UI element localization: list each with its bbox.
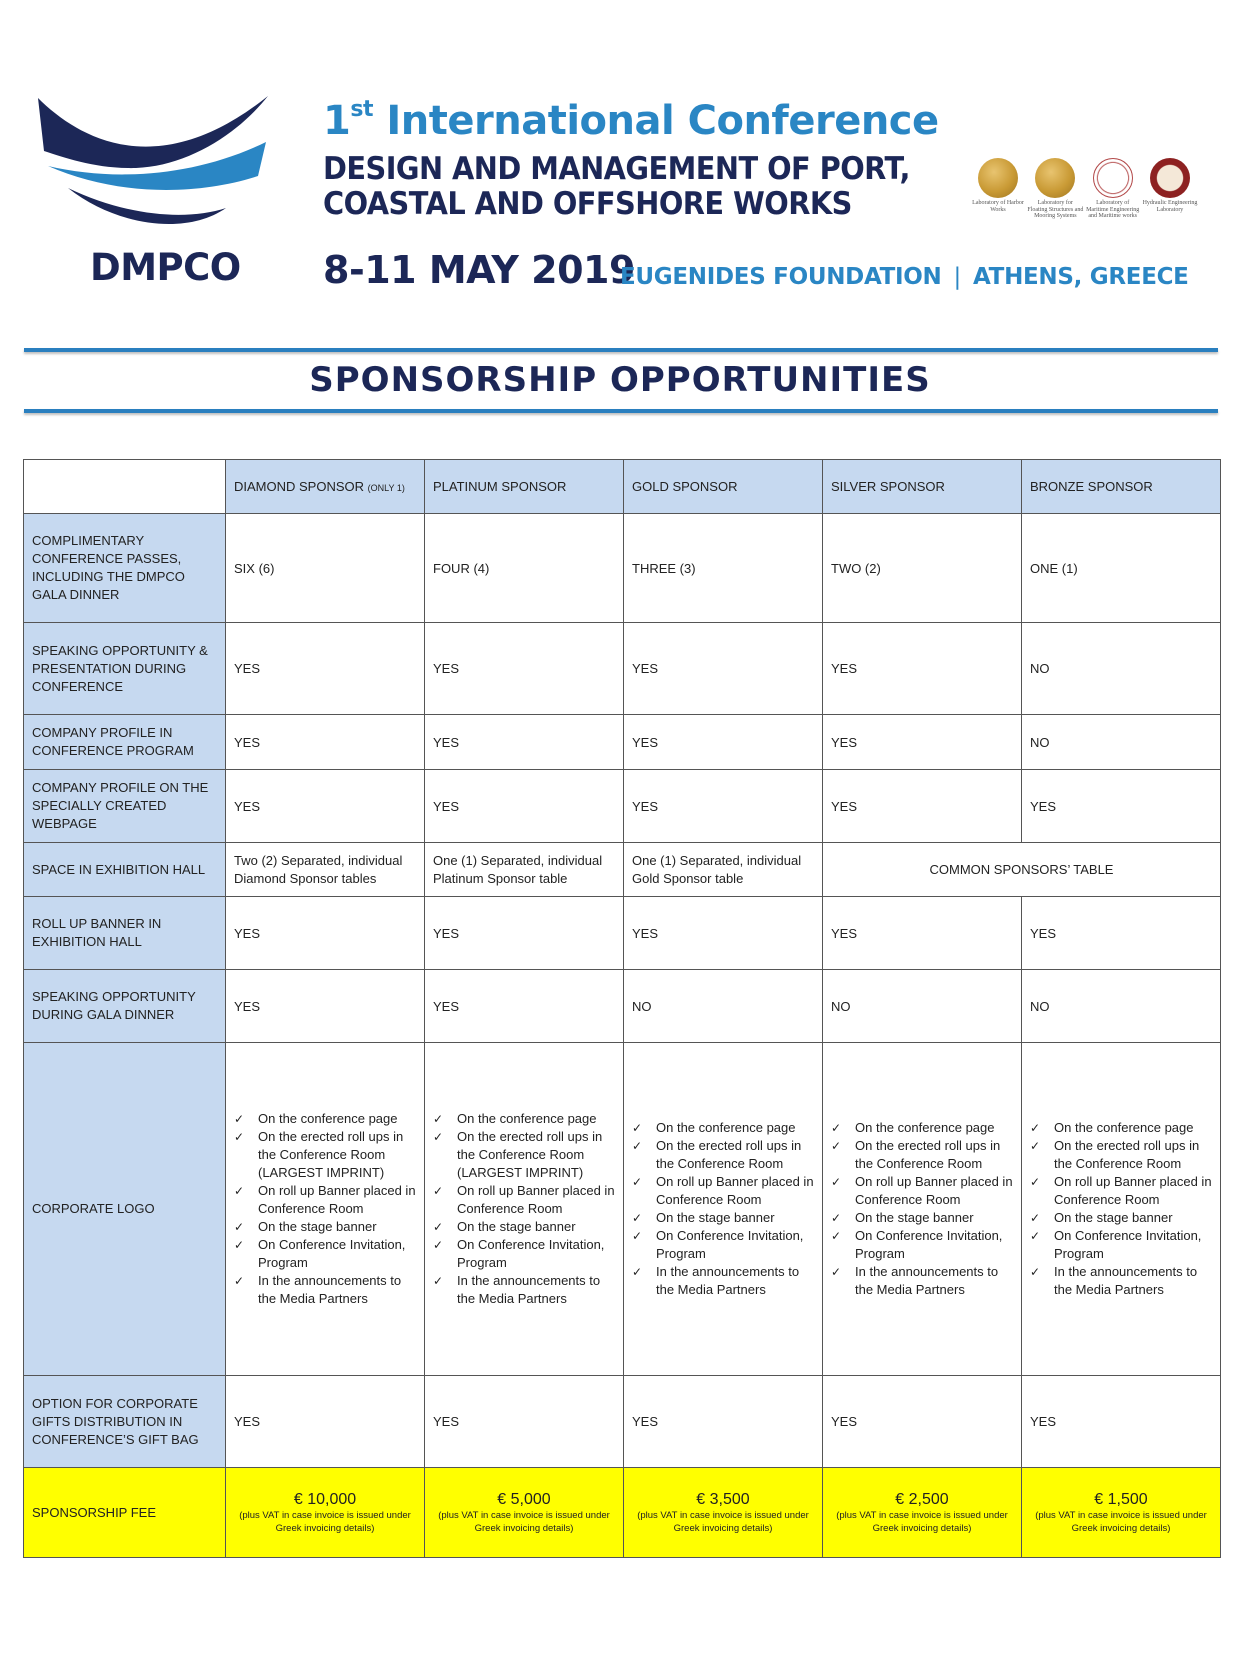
- check-list-text: On roll up Banner placed in Conference Room: [656, 1174, 814, 1207]
- check-list-item: [632, 1263, 814, 1299]
- check-list-text: On the conference page: [855, 1120, 995, 1135]
- subtitle-line-1: DESIGN AND MANAGEMENT OF PORT,: [323, 151, 910, 187]
- venue-city: ATHENS, GREECE: [972, 264, 1189, 290]
- corner-cell: [24, 460, 226, 514]
- check-list-item: [831, 1209, 1013, 1227]
- column-header-silver: SILVER SPONSOR: [823, 460, 1022, 514]
- table-row: [24, 623, 1221, 715]
- table-row: [24, 514, 1221, 623]
- row-label: COMPLIMENTARY CONFERENCE PASSES, INCLUDING THE DMPCO GALA DINNER: [24, 514, 226, 623]
- row-label: OPTION FOR CORPORATE GIFTS DISTRIBUTION IN CONFERENCE’S GIFT BAG: [24, 1376, 226, 1468]
- check-list-text: In the announcements to the Media Partners: [855, 1264, 999, 1297]
- checkmark-icon: ✓: [831, 1139, 842, 1153]
- table-cell-list: [1022, 1043, 1221, 1376]
- fee-note: (plus VAT in case invoice is issued under Greek invoicing details): [1035, 1509, 1207, 1534]
- check-list-item: [1030, 1119, 1212, 1137]
- table-cell: YES: [823, 623, 1022, 715]
- checkmark-icon: ✓: [433, 1238, 444, 1252]
- checkmark-icon: ✓: [632, 1121, 643, 1135]
- checkmark-icon: ✓: [1030, 1175, 1041, 1189]
- checkmark-icon: ✓: [234, 1184, 245, 1198]
- check-list-item: [1030, 1209, 1212, 1227]
- check-list-text: On the stage banner: [855, 1210, 974, 1225]
- table-cell: SIX (6): [226, 514, 425, 623]
- table-cell: YES: [226, 1376, 425, 1468]
- check-list-item: [433, 1236, 615, 1272]
- checkmark-icon: ✓: [632, 1211, 643, 1225]
- table-cell: NO: [624, 970, 823, 1043]
- fee-label: SPONSORSHIP FEE: [24, 1468, 226, 1558]
- table-cell: YES: [1022, 1376, 1221, 1468]
- check-list-item: [234, 1218, 416, 1236]
- table-cell: YES: [226, 623, 425, 715]
- fee-cell: [1022, 1468, 1221, 1558]
- checkmark-icon: ✓: [433, 1184, 444, 1198]
- row-label: ROLL UP BANNER IN EXHIBITION HALL: [24, 897, 226, 970]
- table-cell-list: [226, 1043, 425, 1376]
- check-list-item: [433, 1110, 615, 1128]
- table-cell: YES: [624, 1376, 823, 1468]
- check-list-text: On the erected roll ups in the Conference Room: [855, 1138, 1001, 1171]
- fee-cell: [226, 1468, 425, 1558]
- table-row: [24, 1376, 1221, 1468]
- check-list-text: On the conference page: [656, 1120, 796, 1135]
- table-cell: YES: [823, 715, 1022, 770]
- university-seal-icon: [1093, 158, 1133, 198]
- check-list-text: On the erected roll ups in the Conference Room: [1054, 1138, 1200, 1171]
- table-cell: NO: [1022, 715, 1221, 770]
- checkmark-icon: ✓: [433, 1274, 444, 1288]
- table-row: [24, 715, 1221, 770]
- lab-logo: [1027, 158, 1083, 230]
- table-cell-list: [624, 1043, 823, 1376]
- lab-logos: [970, 158, 1198, 230]
- table-header-row: [24, 460, 1221, 514]
- check-list-text: On the conference page: [457, 1111, 597, 1126]
- checkmark-icon: ✓: [632, 1265, 643, 1279]
- check-list: [831, 1119, 1013, 1299]
- check-list-item: [1030, 1173, 1212, 1209]
- checkmark-icon: ✓: [433, 1130, 444, 1144]
- check-list-item: [831, 1263, 1013, 1299]
- fee-cell: [624, 1468, 823, 1558]
- lab-label: Hydraulic Engineering Laboratory: [1142, 200, 1198, 213]
- table-cell: YES: [425, 715, 624, 770]
- column-header-platinum: PLATINUM SPONSOR: [425, 460, 624, 514]
- fee-note: (plus VAT in case invoice is issued under Greek invoicing details): [239, 1509, 411, 1534]
- fee-cell: [425, 1468, 624, 1558]
- table-cell: One (1) Separated, individual Gold Sponsor table: [624, 843, 823, 897]
- table-cell-list: [425, 1043, 624, 1376]
- checkmark-icon: ✓: [234, 1130, 245, 1144]
- table-cell: YES: [823, 1376, 1022, 1468]
- table-cell: NO: [823, 970, 1022, 1043]
- check-list-item: [433, 1128, 615, 1182]
- table-cell: TWO (2): [823, 514, 1022, 623]
- checkmark-icon: ✓: [831, 1211, 842, 1225]
- check-list-text: On roll up Banner placed in Conference Room: [1054, 1174, 1212, 1207]
- check-list-item: [831, 1137, 1013, 1173]
- check-list-item: [433, 1218, 615, 1236]
- table-cell: YES: [823, 897, 1022, 970]
- check-list-item: [1030, 1137, 1212, 1173]
- checkmark-icon: ✓: [632, 1229, 643, 1243]
- check-list-text: On the conference page: [258, 1111, 398, 1126]
- checkmark-icon: ✓: [234, 1220, 245, 1234]
- table-cell: YES: [226, 897, 425, 970]
- check-list-item: [831, 1173, 1013, 1209]
- check-list-text: On roll up Banner placed in Conference Room: [457, 1183, 615, 1216]
- check-list-text: In the announcements to the Media Partners: [656, 1264, 800, 1297]
- check-list-item: [234, 1110, 416, 1128]
- row-label: SPEAKING OPPORTUNITY & PRESENTATION DURING CONFERENCE: [24, 623, 226, 715]
- table-cell: YES: [226, 715, 425, 770]
- lab-logo: [1085, 158, 1141, 230]
- table-cell-merged: COMMON SPONSORS’ TABLE: [823, 843, 1221, 897]
- check-list-text: On Conference Invitation, Program: [855, 1228, 1003, 1261]
- table-cell: YES: [425, 970, 624, 1043]
- row-label: COMPANY PROFILE ON THE SPECIALLY CREATED WEBPAGE: [24, 770, 226, 843]
- checkmark-icon: ✓: [831, 1265, 842, 1279]
- checkmark-icon: ✓: [1030, 1139, 1041, 1153]
- checkmark-icon: ✓: [1030, 1229, 1041, 1243]
- table-cell: THREE (3): [624, 514, 823, 623]
- venue-name: EUGENIDES FOUNDATION: [620, 264, 942, 290]
- check-list-text: In the announcements to the Media Partners: [457, 1273, 601, 1306]
- fee-note: (plus VAT in case invoice is issued under Greek invoicing details): [438, 1509, 610, 1534]
- waves-logo-icon: [36, 96, 276, 246]
- check-list: [433, 1110, 615, 1308]
- table-cell: YES: [425, 770, 624, 843]
- table-cell: YES: [226, 970, 425, 1043]
- check-list-item: [433, 1182, 615, 1218]
- row-label: COMPANY PROFILE IN CONFERENCE PROGRAM: [24, 715, 226, 770]
- table-cell: YES: [823, 770, 1022, 843]
- fee-amount: € 1,500: [1094, 1490, 1148, 1508]
- check-list-text: On the stage banner: [656, 1210, 775, 1225]
- table-cell: YES: [1022, 897, 1221, 970]
- table-cell: YES: [624, 715, 823, 770]
- table-cell: Two (2) Separated, individual Diamond Sponsor tables: [226, 843, 425, 897]
- fee-amount: € 10,000: [293, 1490, 357, 1508]
- checkmark-icon: ✓: [632, 1139, 643, 1153]
- check-list-text: On the conference page: [1054, 1120, 1194, 1135]
- fee-row: [24, 1468, 1221, 1558]
- check-list-item: [632, 1173, 814, 1209]
- checkmark-icon: ✓: [831, 1229, 842, 1243]
- table-cell: YES: [624, 770, 823, 843]
- fee-cell: [823, 1468, 1022, 1558]
- table-cell: YES: [425, 623, 624, 715]
- divider-top: [24, 348, 1218, 352]
- table-cell: YES: [624, 623, 823, 715]
- check-list-text: On the erected roll ups in the Conference Room (LARGEST IMPRINT): [258, 1129, 404, 1180]
- row-label: CORPORATE LOGO: [24, 1043, 226, 1376]
- check-list-item: [1030, 1263, 1212, 1299]
- check-list-item: [632, 1137, 814, 1173]
- gold-seal-icon: [1035, 158, 1075, 198]
- conference-venue: [620, 264, 1189, 290]
- table-cell: NO: [1022, 970, 1221, 1043]
- check-list-item: [234, 1272, 416, 1308]
- conference-title: 1st International Conference: [323, 96, 939, 144]
- check-list-text: On Conference Invitation, Program: [258, 1237, 406, 1270]
- checkmark-icon: ✓: [1030, 1211, 1041, 1225]
- table-cell: YES: [226, 770, 425, 843]
- check-list-text: On Conference Invitation, Program: [457, 1237, 605, 1270]
- venue-separator: |: [953, 264, 961, 290]
- check-list-item: [632, 1227, 814, 1263]
- section-title: SPONSORSHIP OPPORTUNITIES: [309, 360, 931, 400]
- table-cell: YES: [624, 897, 823, 970]
- conference-subtitle: [323, 152, 910, 222]
- lab-label: Laboratory of Harbor Works: [972, 200, 1024, 213]
- check-list-item: [831, 1119, 1013, 1137]
- checkmark-icon: ✓: [433, 1220, 444, 1234]
- check-list-text: In the announcements to the Media Partners: [258, 1273, 402, 1306]
- column-header-bronze: BRONZE SPONSOR: [1022, 460, 1221, 514]
- table-row: [24, 970, 1221, 1043]
- check-list-text: On roll up Banner placed in Conference Room: [855, 1174, 1013, 1207]
- check-list-item: [234, 1182, 416, 1218]
- fee-note: (plus VAT in case invoice is issued under Greek invoicing details): [637, 1509, 809, 1534]
- lab-label: Laboratory for Floating Structures and Mooring Systems: [1027, 200, 1084, 219]
- table-cell: FOUR (4): [425, 514, 624, 623]
- hydraulic-seal-icon: [1150, 158, 1190, 198]
- logo-wordmark: DMPCO: [90, 246, 241, 289]
- fee-note: (plus VAT in case invoice is issued under Greek invoicing details): [836, 1509, 1008, 1534]
- table-cell: YES: [425, 897, 624, 970]
- check-list-item: [831, 1227, 1013, 1263]
- check-list-text: On Conference Invitation, Program: [656, 1228, 804, 1261]
- check-list: [632, 1119, 814, 1299]
- check-list-text: On the stage banner: [258, 1219, 377, 1234]
- table-row: [24, 897, 1221, 970]
- sponsorship-table: [23, 459, 1221, 1558]
- check-list-item: [234, 1236, 416, 1272]
- conference-dates: 8-11 MAY 2019: [323, 248, 635, 292]
- dmpco-logo: [36, 96, 296, 296]
- check-list: [1030, 1119, 1212, 1299]
- check-list: [234, 1110, 416, 1308]
- row-label: SPACE IN EXHIBITION HALL: [24, 843, 226, 897]
- check-list-text: On roll up Banner placed in Conference Room: [258, 1183, 416, 1216]
- checkmark-icon: ✓: [831, 1175, 842, 1189]
- divider-bottom: [24, 409, 1218, 413]
- fee-amount: € 2,500: [895, 1490, 949, 1508]
- checkmark-icon: ✓: [234, 1112, 245, 1126]
- checkmark-icon: ✓: [1030, 1121, 1041, 1135]
- gold-seal-icon: [978, 158, 1018, 198]
- checkmark-icon: ✓: [234, 1238, 245, 1252]
- check-list-item: [632, 1209, 814, 1227]
- lab-label: Laboratory of Maritime Engineering and Maritime works: [1086, 200, 1140, 219]
- column-header-diamond: DIAMOND SPONSOR (ONLY 1): [226, 460, 425, 514]
- check-list-item: [234, 1128, 416, 1182]
- table-cell-list: [823, 1043, 1022, 1376]
- row-label: SPEAKING OPPORTUNITY DURING GALA DINNER: [24, 970, 226, 1043]
- table-row: [24, 770, 1221, 843]
- check-list-text: On Conference Invitation, Program: [1054, 1228, 1202, 1261]
- table-row-corporate-logo: [24, 1043, 1221, 1376]
- checkmark-icon: ✓: [831, 1121, 842, 1135]
- check-list-text: On the erected roll ups in the Conference Room (LARGEST IMPRINT): [457, 1129, 603, 1180]
- table-cell: One (1) Separated, individual Platinum Sponsor table: [425, 843, 624, 897]
- lab-logo: [970, 158, 1026, 230]
- table-cell: ONE (1): [1022, 514, 1221, 623]
- column-header-gold: GOLD SPONSOR: [624, 460, 823, 514]
- lab-logo: [1142, 158, 1198, 230]
- fee-amount: € 5,000: [497, 1490, 551, 1508]
- check-list-item: [1030, 1227, 1212, 1263]
- check-list-item: [632, 1119, 814, 1137]
- check-list-text: On the erected roll ups in the Conference Room: [656, 1138, 802, 1171]
- checkmark-icon: ✓: [1030, 1265, 1041, 1279]
- checkmark-icon: ✓: [234, 1274, 245, 1288]
- check-list-text: On the stage banner: [1054, 1210, 1173, 1225]
- check-list-item: [433, 1272, 615, 1308]
- table-cell: NO: [1022, 623, 1221, 715]
- check-list-text: On the stage banner: [457, 1219, 576, 1234]
- check-list-text: In the announcements to the Media Partners: [1054, 1264, 1198, 1297]
- fee-amount: € 3,500: [696, 1490, 750, 1508]
- table-cell: YES: [1022, 770, 1221, 843]
- table-cell: YES: [425, 1376, 624, 1468]
- checkmark-icon: ✓: [433, 1112, 444, 1126]
- subtitle-line-2: COASTAL AND OFFSHORE WORKS: [323, 186, 852, 222]
- table-row: [24, 843, 1221, 897]
- checkmark-icon: ✓: [632, 1175, 643, 1189]
